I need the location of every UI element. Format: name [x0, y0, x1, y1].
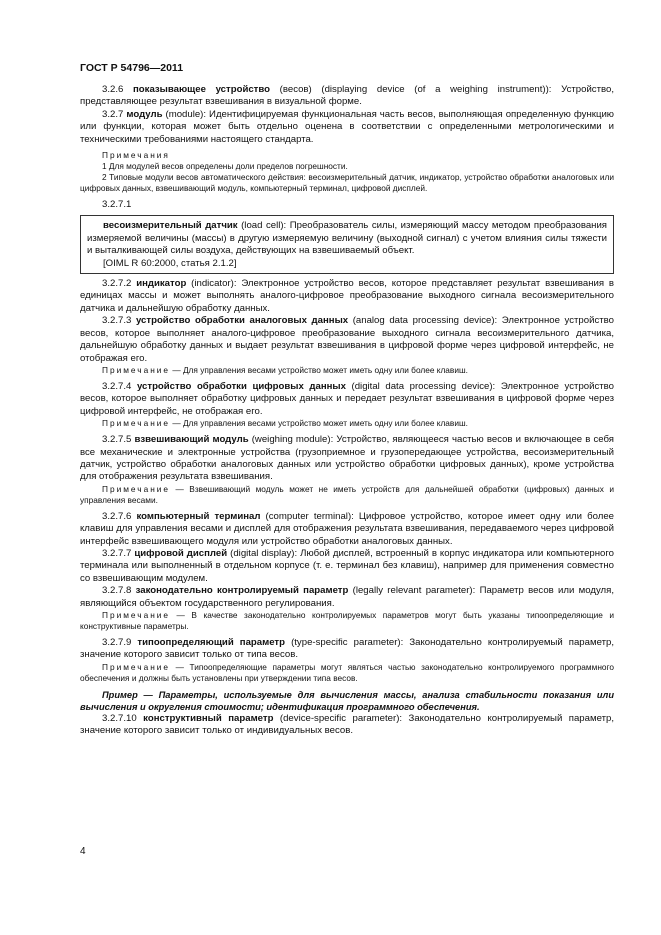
- note-2: 2 Типовые модули весов автоматического действия: весоизмерительный датчик, индикатор, устройство обработки аналоговых или цифровых данных, взвешивающий модуль, компьютерный терминал, цифровой дисплей.: [80, 172, 614, 194]
- note-3-2-7-4: Примечание — Для управления весами устройство может иметь одну или более клавиш.: [102, 418, 468, 429]
- clause-3-2-7: 3.2.7 модуль (module): Идентифицируемая функциональная часть весов, выполняющая определенную функцию или функции, которая может быть отдельно оценена в соответствии с определенными метрологическими и техническими требованиями настоящего стандарта.: [80, 108, 614, 145]
- clause-3-2-7-5: 3.2.7.5 взвешивающий модуль (weighing module): Устройство, являющееся частью весов и включающее в себя все механические и электронные устройства (грузоприемное и грузопередающее устройства, весоизмерительный датчик, устройство обработки аналоговых данных или устройство обработки цифровых данных), кроме устройства для отображения результата взвешивания.: [80, 434, 614, 483]
- clause-3-2-6: 3.2.6 показывающее устройство (весов) (displaying device (of a weighing instrument)): Устройство, представляющее результат взвешивания в визуальной форме.: [80, 84, 614, 108]
- clause-3-2-7-6: 3.2.7.6 компьютерный терминал (computer terminal): Цифровое устройство, которое имеет одну или более клавиш для управления весами и дисплей для отображения результата взвешивания, передаваемого через цифровой интерфейс взвешивающего модуля или устройство обработки аналоговых данных.: [80, 510, 614, 547]
- definition-box: [80, 215, 614, 274]
- notes-block: [80, 150, 614, 194]
- clause-3-2-7-1: весоизмерительный датчик (load cell): Преобразователь силы, измеряющий массу методом преобразования измеряемой величины (массы) в другую измеряемую величину (выходной сигнал) с учетом влияния силы тяжести и выталкивающей силы воздуха, действующих на взвешиваемый объект.: [87, 220, 608, 257]
- note-1: 1 Для модулей весов определены доли пределов погрешности.: [102, 161, 348, 172]
- note-3-2-7-8: Примечание — В качестве законодательно контролируемых параметров могут быть указаны типоопределяющие и конструктивные параметры.: [80, 610, 614, 631]
- note-3-2-7-3: Примечание — Для управления весами устройство может иметь одну или более клавиш.: [102, 364, 468, 375]
- page-number: 4: [80, 846, 86, 857]
- clause-3-2-7-7: 3.2.7.7 цифровой дисплей (digital display): Любой дисплей, встроенный в корпус индикатора или компьютерного терминала или выполненный в отдельном корпусе (т. е. терминал без клавиш), например для применения совместно со взвешивающим модулем.: [80, 547, 614, 584]
- example-3-2-7-9: Пример — Параметры, используемые для вычисления массы, анализа стабильности показания или вычисления и округления стоимости; идентификация программного обеспечения.: [80, 689, 614, 712]
- document-header: ГОСТ Р 54796—2011: [80, 62, 184, 74]
- note-3-2-7-5: Примечание — Взвешивающий модуль может не иметь устройств для дальнейшей обработки (цифровых) данных и управления весами.: [80, 483, 614, 505]
- clause-3-2-7-2: 3.2.7.2 индикатор (indicator): Электронное устройство весов, которое представляет результат взвешивания в единицах массы и может выполнять аналого-цифровое преобразование выходного сигнала весоизмерительного датчика и дальнейшую обработку данных.: [80, 278, 615, 314]
- clause-3-2-7-3: 3.2.7.3 устройство обработки аналоговых данных (analog data processing device): Электронное устройство весов, которое выполняет аналого-цифровое преобразование выходного сигнала весоизмерительного датчика, дальнейшую обработку данных и выдает результат взвешивания в цифровой форме через цифровой интерфейс, не отображая его.: [80, 315, 614, 364]
- clause-3-2-7-1-number: 3.2.7.1: [102, 199, 132, 211]
- clause-3-2-7-9: 3.2.7.9 типоопределяющий параметр (type-specific parameter): Законодательно контролируемый параметр, значение которого зависит только от типа весов.: [80, 637, 614, 661]
- note-3-2-7-9: Примечание — Типоопределяющие параметры могут являться частью законодательно контролируемого программного обеспечения и должны быть установлены при утверждении типа весов.: [80, 661, 614, 683]
- clause-3-2-7-8: 3.2.7.8 законодательно контролируемый параметр (legally relevant parameter): Параметр весов или модуля, являющийся объектом государственного регулирования.: [80, 585, 614, 609]
- document-body: [80, 84, 614, 738]
- notes-title: Примечания: [102, 150, 170, 161]
- clause-3-2-7-4: 3.2.7.4 устройство обработки цифровых данных (digital data processing device): Электронное устройство весов, которое выполняет обработку цифровых данных и передает результат взвешивания в цифровой форме через цифровой интерфейс, не отображая его.: [80, 380, 614, 417]
- clause-3-2-7-10: 3.2.7.10 конструктивный параметр (device-specific parameter): Законодательно контролируемый параметр, значение которого зависит только от индивидуальных весов.: [80, 712, 614, 737]
- source-reference: [OIML R 60:2000, статья 2.1.2]: [103, 257, 237, 269]
